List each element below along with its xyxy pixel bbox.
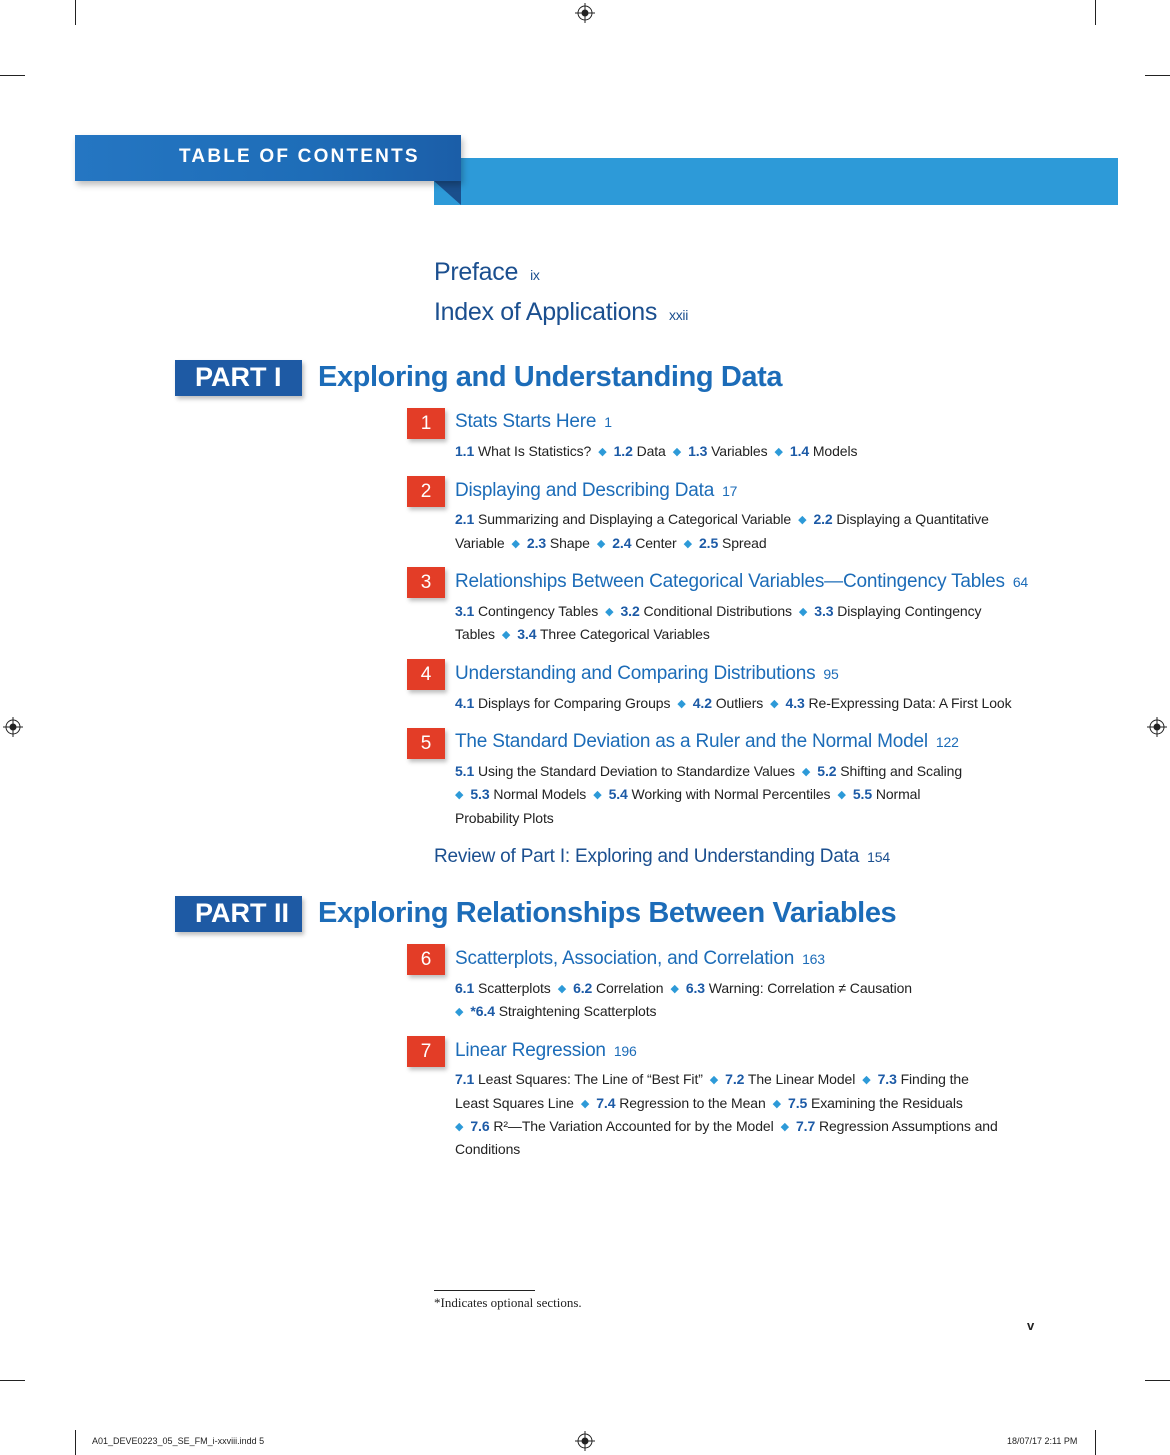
footnote: *Indicates optional sections. (434, 1295, 582, 1310)
toc-entry-index-of-applications[interactable] (434, 298, 688, 327)
chapter-title[interactable]: Relationships Between Categorical Variables—Contingency Tables 64 (455, 571, 1029, 592)
slug-date: 18/07/17 2:11 PM (1007, 1436, 1078, 1446)
registration-mark-icon (1147, 717, 1167, 737)
section-list-line: ◆ 7.6 R²—The Variation Accounted for by the Model ◆ 7.7 Regression Assumptions and (455, 1118, 998, 1134)
crop-mark (1145, 1380, 1170, 1381)
registration-mark-icon (3, 717, 23, 737)
crop-mark (1095, 1430, 1096, 1455)
crop-mark (75, 1430, 76, 1455)
chapter-title[interactable]: Displaying and Describing Data 17 (455, 480, 738, 501)
section-list-line: Tables ◆ 3.4 Three Categorical Variables (455, 626, 710, 642)
chapter-title[interactable]: Linear Regression 196 (455, 1040, 637, 1061)
section-list-line: 3.1 Contingency Tables ◆ 3.2 Conditional Distributions ◆ 3.3 Displaying Contingency (455, 603, 982, 619)
chapter-number-badge: 6 (407, 944, 445, 975)
section-list-line: ◆ *6.4 Straightening Scatterplots (455, 1003, 657, 1019)
header-banner-fold (434, 181, 461, 205)
part-badge: PART I (175, 360, 302, 396)
section-list-line: 6.1 Scatterplots ◆ 6.2 Correlation ◆ 6.3 Warning: Correlation ≠ Causation (455, 980, 912, 996)
crop-mark (0, 1380, 25, 1381)
crop-mark (75, 0, 76, 25)
section-list-line: 4.1 Displays for Comparing Groups ◆ 4.2 Outliers ◆ 4.3 Re-Expressing Data: A First Look (455, 695, 1012, 711)
crop-mark (0, 75, 25, 76)
toc-entry-label: Index of Applications (434, 298, 658, 326)
toc-page-number: 17 (722, 483, 738, 499)
registration-mark-icon (575, 3, 595, 23)
part-title: Exploring and Understanding Data (318, 361, 783, 393)
section-list-line: 2.1 Summarizing and Displaying a Categorical Variable ◆ 2.2 Displaying a Quantitative (455, 511, 989, 527)
section-list-line: 1.1 What Is Statistics? ◆ 1.2 Data ◆ 1.3 Variables ◆ 1.4 Models (455, 443, 858, 459)
crop-mark (1095, 0, 1096, 25)
section-list-line: Conditions (455, 1141, 521, 1157)
crop-mark (1145, 75, 1170, 76)
toc-page-number: xxii (669, 307, 689, 323)
slug-file-name: A01_DEVE0223_05_SE_FM_i-xxviii.indd 5 (92, 1436, 265, 1446)
toc-entry-preface[interactable] (434, 258, 540, 287)
toc-page-number: 154 (867, 849, 890, 865)
part-title: Exploring Relationships Between Variables (318, 897, 897, 929)
chapter-number-badge: 7 (407, 1036, 445, 1067)
chapter-number-badge: 2 (407, 476, 445, 507)
page-title: TABLE OF CONTENTS (179, 146, 420, 167)
chapter-title[interactable]: The Standard Deviation as a Ruler and the Normal Model 122 (455, 731, 959, 752)
section-list-line: Probability Plots (455, 810, 554, 826)
part-badge: PART II (175, 896, 302, 932)
section-list-line: 7.1 Least Squares: The Line of “Best Fit” ◆ 7.2 The Linear Model ◆ 7.3 Finding the (455, 1071, 969, 1087)
toc-page-number: 122 (935, 734, 959, 750)
chapter-number-badge: 4 (407, 659, 445, 690)
toc-page-number: 95 (823, 666, 839, 682)
section-list-line: ◆ 5.3 Normal Models ◆ 5.4 Working with Normal Percentiles ◆ 5.5 Normal (455, 786, 921, 802)
chapter-number-badge: 5 (407, 728, 445, 759)
header-banner-bar (434, 158, 1118, 205)
page-number: v (1027, 1318, 1035, 1333)
toc-page-number: ix (530, 267, 540, 283)
section-list-line: Variable ◆ 2.3 Shape ◆ 2.4 Center ◆ 2.5 Spread (455, 535, 767, 551)
registration-mark-icon (575, 1431, 595, 1451)
chapter-number-badge: 1 (407, 408, 445, 439)
toc-page-number: 64 (1012, 574, 1029, 590)
toc-entry-review-part-1[interactable]: Review of Part I: Exploring and Understanding Data 154 (434, 846, 890, 867)
chapter-title[interactable]: Understanding and Comparing Distributions 95 (455, 663, 839, 684)
toc-page-number: 1 (604, 414, 612, 430)
chapter-title[interactable]: Stats Starts Here 1 (455, 411, 612, 432)
toc-page-number: 196 (613, 1043, 637, 1059)
footnote-rule (434, 1290, 535, 1291)
chapter-number-badge: 3 (407, 567, 445, 598)
toc-entry-label: Preface (434, 258, 519, 286)
chapter-title[interactable]: Scatterplots, Association, and Correlation 163 (455, 948, 825, 969)
section-list-line: 5.1 Using the Standard Deviation to Standardize Values ◆ 5.2 Shifting and Scaling (455, 763, 963, 779)
section-list-line: Least Squares Line ◆ 7.4 Regression to the Mean ◆ 7.5 Examining the Residuals (455, 1095, 963, 1111)
toc-page-number: 163 (802, 951, 825, 967)
